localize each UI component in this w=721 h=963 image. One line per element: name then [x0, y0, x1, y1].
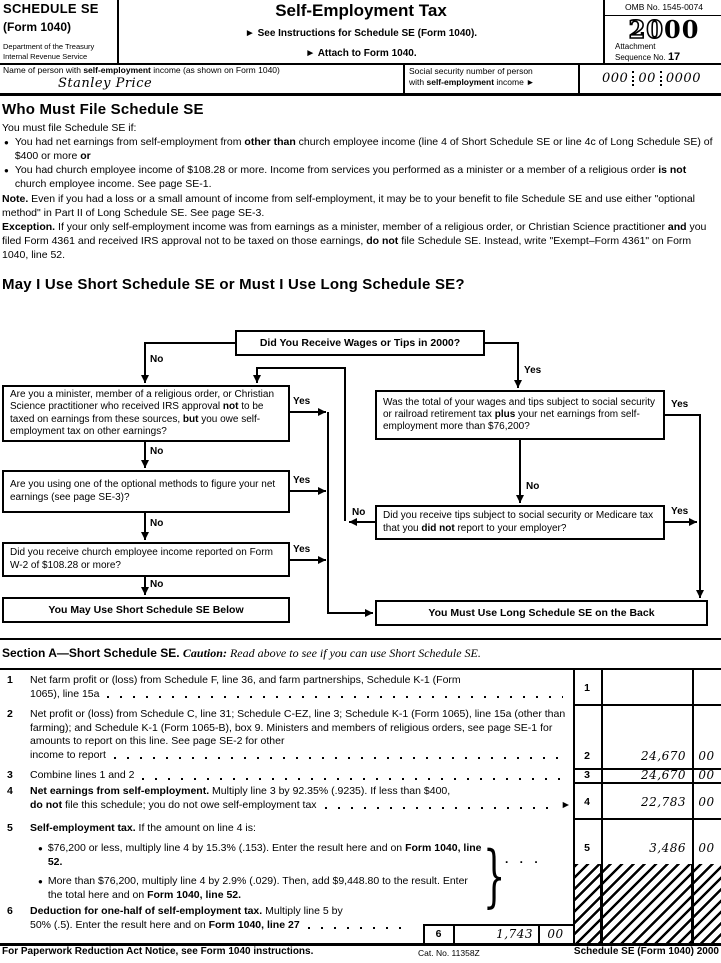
tax-year: [605, 15, 721, 44]
hatched-area: [573, 864, 721, 943]
ssn-value-cell: [578, 65, 721, 93]
footer-form-id: Schedule SE (Form 1040) 2000: [573, 946, 719, 957]
section-a-heading: Section A—Short Schedule SE. Caution: Read above to see if you can use Short Schedule SE.: [2, 646, 481, 660]
ssn-field[interactable]: 000 00 0000: [580, 71, 721, 86]
line-4-text: Net earnings from self-employment. Multiply line 3 by 92.35% (.9235). If less than $400, do not file this schedule; you do not owe self-employment tax ►: [30, 785, 571, 811]
label-yes: Yes: [671, 506, 689, 517]
label-yes: Yes: [293, 396, 311, 407]
line-1-box: 1: [584, 682, 590, 694]
connector-yes-top: [485, 343, 518, 388]
grid-line: [691, 864, 694, 943]
flowchart: [0, 325, 721, 637]
flow-box-short-result: You May Use Short Schedule SE Below: [2, 597, 290, 623]
dotted-leader: [107, 696, 563, 698]
flow-box-long-result: You Must Use Long Schedule SE on the Back: [375, 600, 708, 626]
brace-glyph: }: [483, 838, 506, 916]
ssn-label-line2: with self-employment income ►: [409, 77, 535, 87]
line-4-number: 4: [7, 785, 13, 797]
bullet-icon: ●: [38, 877, 43, 886]
short-schedule-table: [0, 668, 721, 946]
title-block: [119, 0, 603, 63]
line-2-text: Net profit or (loss) from Schedule C, line 31; Schedule C-EZ, line 3; Schedule K-1 (Form 1065), line 15a (other than farming); and Schedule K-1 (Form 1065-B), box 9. Ministers and members of religious orders, see page SE-1 for amounts to report on this line. See page SE-2 for other income to report: [30, 708, 566, 761]
label-no: No: [150, 354, 164, 365]
who-bullet-1: ● You had net earnings from self-employment from other than church employee income (line 4 of Short Schedule SE or line 4c of Long Schedule SE) of $400 or more or: [4, 136, 713, 162]
attach-line: ► Attach to Form 1040.: [305, 48, 417, 59]
label-no: No: [150, 446, 164, 457]
line-5-amount[interactable]: 3,486: [649, 841, 686, 855]
arrow-icon: ►: [560, 798, 571, 811]
attachment-label: Attachment: [615, 42, 656, 51]
line-1-text: Net farm profit or (loss) from Schedule F, line 36, and farm partnerships, Schedule K-1 (Form 1065), line 15a: [30, 674, 571, 701]
dotted-leader: [325, 807, 553, 809]
line-5-bullet-a: ● $76,200 or less, multiply line 4 by 15.3% (.153). Enter the result here and on Form 1040, line 52.: [38, 842, 482, 868]
flow-box-wages-over-limit: Was the total of your wages and tips subject to social security or railroad retirement tax plus your net earnings from self-employment more than $76,200?: [375, 390, 665, 440]
grid-line: [573, 782, 721, 784]
paperwork-notice: For Paperwork Reduction Act Notice, see Form 1040 instructions.: [2, 946, 314, 957]
label-yes: Yes: [293, 475, 311, 486]
dotted-leader: [308, 927, 407, 929]
label-no: No: [150, 518, 164, 529]
grid-line: [423, 924, 573, 926]
ssn-label-cell: [403, 65, 580, 93]
form-number: (Form 1040): [3, 20, 72, 34]
arrow-icon: ►: [526, 77, 535, 87]
line-5-bullet-b: ● More than $76,200, multiply line 4 by 2.9% (.029). Then, add $9,448.80 to the result. Enter the total here and on Form 1040, line 52.: [38, 875, 468, 901]
name-field[interactable]: Stanley Price: [58, 76, 153, 91]
bullet-icon: ●: [38, 844, 43, 853]
line-3-text: Combine lines 1 and 2: [30, 769, 571, 783]
flow-box-wages-tips: Did You Receive Wages or Tips in 2000?: [235, 330, 485, 356]
flow-box-unreported-tips: Did you receive tips subject to social security or Medicare tax that you did not report to your employer?: [375, 505, 665, 540]
grid-line: [600, 864, 603, 943]
bullet-icon: ●: [4, 166, 9, 175]
line-6-amount[interactable]: 1,743: [496, 927, 533, 941]
year-outline-digits: 20: [628, 15, 664, 44]
year-solid-digits: 00: [664, 15, 700, 44]
line-3-amount[interactable]: 24,670: [641, 768, 686, 782]
line-2-cents[interactable]: 00: [698, 749, 715, 763]
flow-box-minister: Are you a minister, member of a religious order, or Christian Science practitioner who received IRS approval not to be taxed on earnings from these sources, but you owe self-employment tax on other earnings?: [2, 385, 290, 442]
line-6-number: 6: [7, 905, 13, 917]
flow-box-optional-methods: Are you using one of the optional methods to figure your net earnings (see page SE-3)?: [2, 470, 290, 513]
bullet-icon: ●: [4, 138, 9, 147]
line-6-cents[interactable]: 00: [547, 927, 564, 941]
form-id-block: [0, 0, 119, 63]
label-no: No: [526, 481, 540, 492]
line-5-intro: Self-employment tax. If the amount on line 4 is:: [30, 822, 256, 834]
form-title: Self-Employment Tax: [275, 1, 447, 20]
line-3-cents[interactable]: 00: [698, 768, 715, 782]
see-instructions-line: ► See Instructions for Schedule SE (Form 1040).: [244, 28, 478, 39]
label-yes: Yes: [524, 365, 542, 376]
line-5-box: 5: [584, 842, 590, 854]
department-label: Department of the Treasury: [3, 42, 95, 51]
who-intro: You must file Schedule SE if:: [2, 122, 137, 134]
label-no: No: [352, 507, 366, 518]
flow-box-church-income: Did you receive church employee income reported on Form W-2 of $108.28 or more?: [2, 542, 290, 577]
line-4-box: 4: [584, 796, 590, 808]
line-2-number: 2: [7, 708, 13, 720]
may-i-use-heading: May I Use Short Schedule SE or Must I Use Long Schedule SE?: [2, 276, 465, 293]
line-2-box: 2: [584, 750, 590, 762]
dots-after-brace: . . .: [505, 852, 542, 866]
grid-line: [573, 818, 721, 820]
dotted-leader: [142, 778, 563, 780]
taxpayer-row: [0, 65, 721, 96]
grid-line: [573, 704, 721, 706]
dotted-leader: [114, 757, 563, 759]
sequence-number: 17: [667, 51, 681, 63]
line-6-text: Deduction for one-half of self-employment tax. Multiply line 5 by 50% (.5). Enter the result here and on Form 1040, line 27: [30, 905, 415, 932]
who-exception: Exception. If your only self-employment income was from earnings as a minister, member of a religious order, or Christian Science practitioner and you filed Form 4361 and received IRS approval not to be taxed on those earnings, do not file Schedule SE. Instead, write "Exempt–Form 4361" on Form 1040, line 52.: [2, 221, 707, 261]
connector-to-long: [328, 412, 373, 613]
line-4-cents[interactable]: 00: [698, 795, 715, 809]
label-no: No: [150, 579, 164, 590]
who-must-file-heading: Who Must File Schedule SE: [2, 101, 204, 118]
line-2-amount[interactable]: 24,670: [641, 749, 686, 763]
label-yes: Yes: [671, 399, 689, 410]
line-4-amount[interactable]: 22,783: [641, 795, 686, 809]
who-bullet-2: ● You had church employee income of $108.28 or more. Income from services you performed as a minister or a member of a religious order is not church employee income. See page SE-1.: [4, 164, 687, 190]
name-label: Name of person with self-employment income (as shown on Form 1040): [3, 65, 280, 75]
line-3-box: 3: [584, 769, 590, 781]
catalog-number: Cat. No. 11358Z: [418, 948, 480, 958]
line-5-number: 5: [7, 822, 13, 834]
irs-label: Internal Revenue Service: [3, 52, 88, 61]
label-yes: Yes: [293, 544, 311, 555]
ssn-label-line1: Social security number of person: [409, 66, 533, 76]
line-3-number: 3: [7, 769, 13, 781]
section-divider: [0, 638, 721, 640]
line-1-number: 1: [7, 674, 13, 686]
line-6-box: 6: [435, 928, 442, 940]
sequence-label: Sequence No. 17: [615, 51, 681, 63]
omb-block: [603, 0, 721, 63]
line-5-cents[interactable]: 00: [698, 841, 715, 855]
schedule-name: SCHEDULE SE: [3, 1, 99, 16]
who-note: Note. Even if you had a loss or a small amount of income from self-employment, it may be to your benefit to file Schedule SE and use either "optional method" in Part II of Long Schedule SE. See page SE-3.: [2, 193, 695, 219]
form-header: [0, 0, 721, 65]
omb-number: OMB No. 1545-0074: [605, 2, 721, 16]
name-cell: [0, 65, 403, 93]
